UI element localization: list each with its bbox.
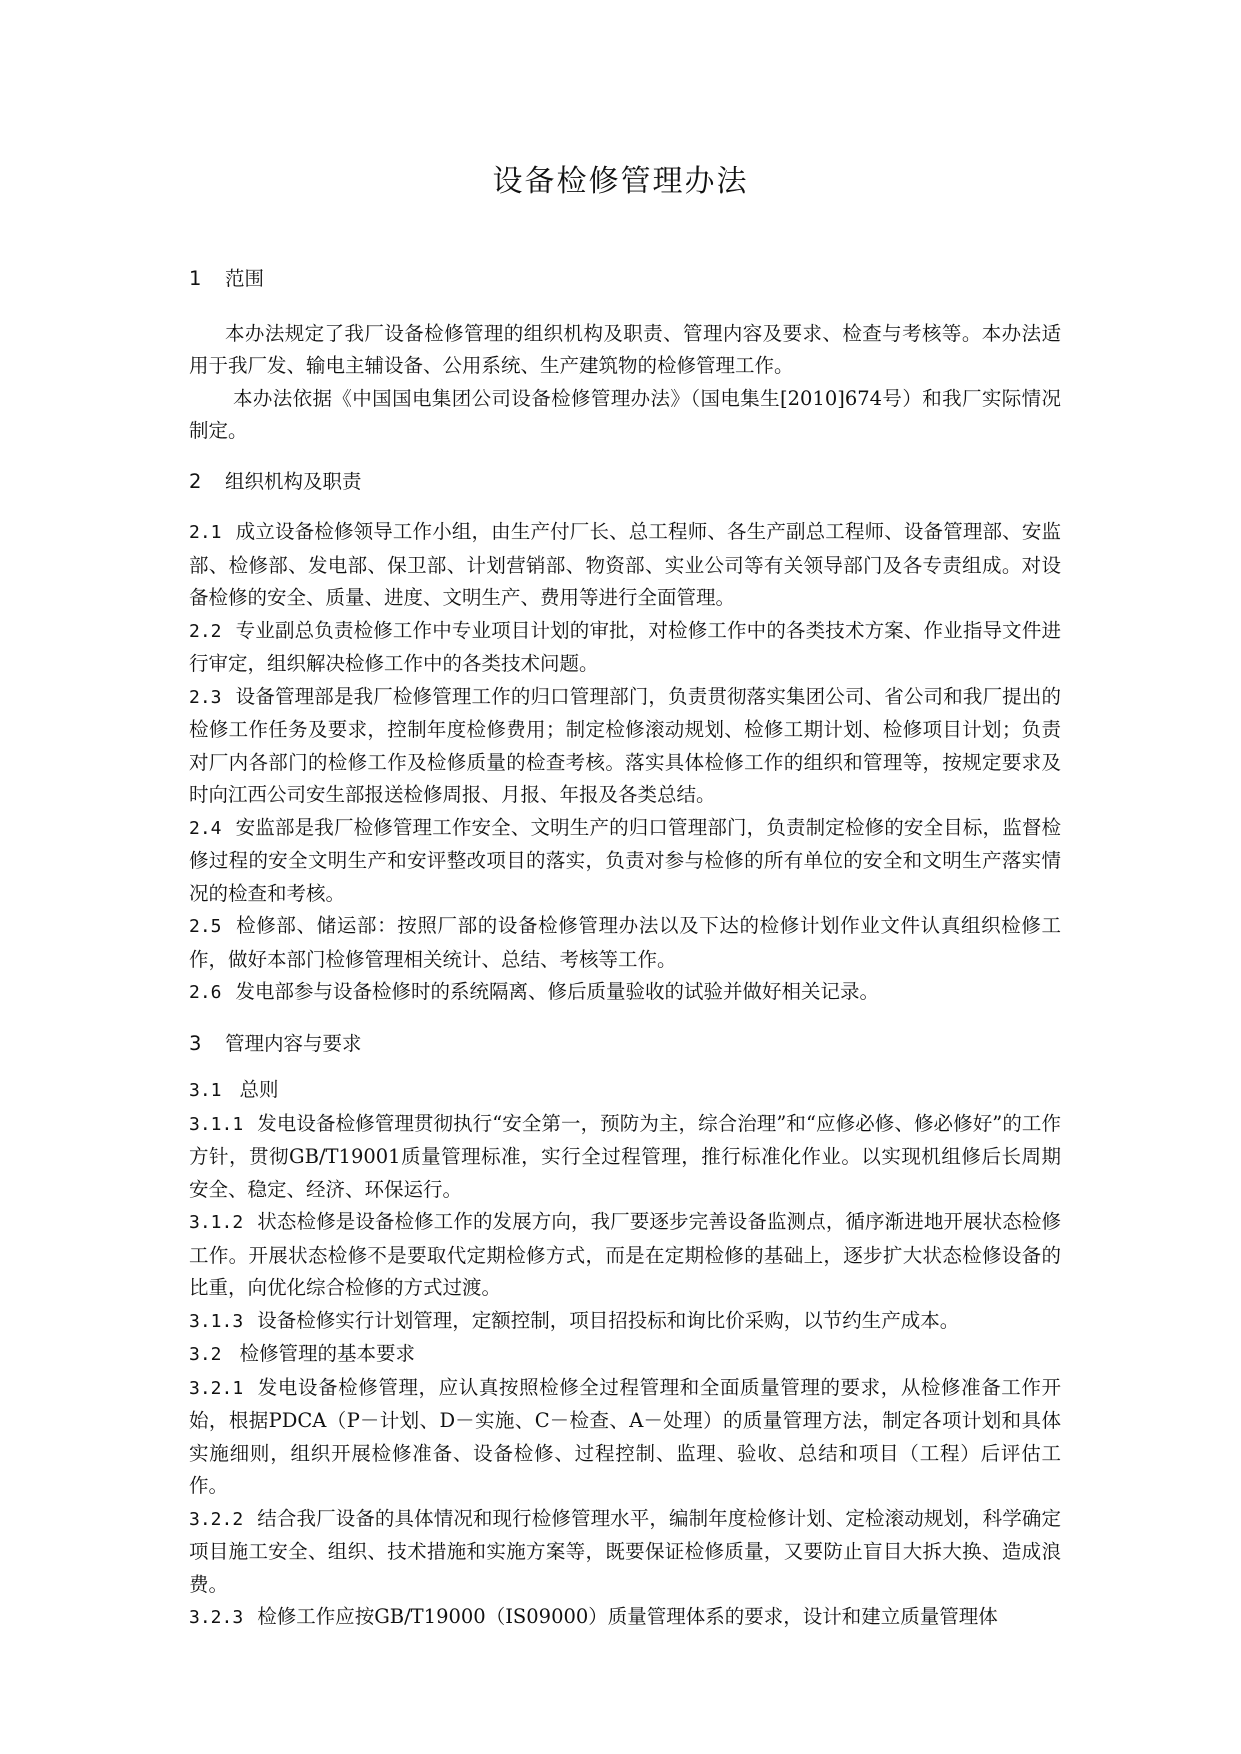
section-title: 组织机构及职责 bbox=[225, 469, 362, 493]
clause-2-6 bbox=[189, 976, 1061, 1010]
clause-2-4 bbox=[189, 812, 1061, 911]
clause-number: 3.2.2 bbox=[189, 1508, 244, 1530]
clause-3-1-3 bbox=[189, 1305, 1061, 1339]
clause-text: 成立设备检修领导工作小组，由生产付厂长、总工程师、各生产副总工程师、设备管理部、安监部、检修部、发电部、保卫部、计划营销部、物资部、实业公司等有关领导部门及各专责组成。对设备检修的安全、质量、进度、文明生产、费用等进行全面管理。 bbox=[189, 520, 1061, 609]
clause-2-5 bbox=[189, 910, 1061, 976]
paragraph-scope-1: 本办法规定了我厂设备检修管理的组织机构及职责、管理内容及要求、检查与考核等。本办法适用于我厂发、输电主辅设备、公用系统、生产建筑物的检修管理工作。 bbox=[189, 321, 1061, 377]
clause-2-3 bbox=[189, 681, 1061, 812]
clause-3-1-2 bbox=[189, 1206, 1061, 1305]
subsection-heading-general bbox=[189, 1074, 1061, 1108]
clause-number: 2.2 bbox=[189, 620, 222, 642]
section-heading-scope bbox=[189, 263, 1061, 296]
clause-text: 安监部是我厂检修管理工作安全、文明生产的归口管理部门，负责制定检修的安全目标，监督检修过程的安全文明生产和安评整改项目的落实，负责对参与检修的所有单位的安全和文明生产落实情况的检查和考核。 bbox=[189, 815, 1061, 905]
clause-text: 结合我厂设备的具体情况和现行检修管理水平，编制年度检修计划、定检滚动规划，科学确定项目施工安全、组织、技术措施和实施方案等，既要保证检修质量，又要防止盲目大拆大换、造成浪费。 bbox=[189, 1506, 1061, 1596]
clause-text: 发电部参与设备检修时的系统隔离、修后质量验收的试验并做好相关记录。 bbox=[235, 980, 880, 1003]
clause-number: 2.5 bbox=[189, 916, 222, 937]
paragraph-scope-2: 本办法依据《中国国电集团公司设备检修管理办法》（国电集生[2010]674号）和我厂实际情况制定。 bbox=[189, 386, 1061, 442]
subsection-number: 3.1 bbox=[189, 1080, 222, 1101]
clause-number: 2.6 bbox=[189, 982, 222, 1003]
clause-3-1-1 bbox=[189, 1108, 1061, 1207]
clause-number: 3.2.1 bbox=[189, 1377, 244, 1399]
clause-number: 3.1.3 bbox=[189, 1310, 244, 1332]
clause-number: 3.1.1 bbox=[189, 1113, 244, 1135]
clause-2-1 bbox=[189, 516, 1061, 615]
clause-number: 2.1 bbox=[189, 522, 222, 543]
subsection-number: 3.2 bbox=[189, 1344, 222, 1365]
section-heading-management bbox=[189, 1028, 1061, 1061]
clause-3-2-3 bbox=[189, 1601, 1061, 1635]
clause-text: 状态检修是设备检修工作的发展方向，我厂要逐步完善设备监测点，循序渐进地开展状态检修工作。开展状态检修不是要取代定期检修方式，而是在定期检修的基础上，逐步扩大状态检修设备的比重，向优化综合检修的方式过渡。 bbox=[189, 1210, 1061, 1299]
clause-3-2-1 bbox=[189, 1372, 1061, 1503]
clause-text: 发电设备检修管理贯彻执行“安全第一，预防为主，综合治理”和“应修必修、修必修好”的工作方针，贯彻GB/T19001质量管理标准，实行全过程管理，推行标准化作业。以实现机组修后长周期安全、稳定、经济、环保运行。 bbox=[189, 1111, 1061, 1201]
subsection-title: 总则 bbox=[239, 1078, 279, 1101]
clause-text: 检修工作应按GB/T19000（IS09000）质量管理体系的要求，设计和建立质量管理体 bbox=[257, 1605, 998, 1628]
clause-text: 检修部、储运部：按照厂部的设备检修管理办法以及下达的检修计划作业文件认真组织检修工作，做好本部门检修管理相关统计、总结、考核等工作。 bbox=[189, 914, 1061, 971]
clause-text: 设备检修实行计划管理，定额控制，项目招投标和询比价采购，以节约生产成本。 bbox=[257, 1308, 960, 1332]
section-number: 1 bbox=[189, 267, 202, 290]
section-title: 管理内容与要求 bbox=[225, 1031, 362, 1055]
clause-2-2 bbox=[189, 615, 1061, 681]
clause-text: 设备管理部是我厂检修管理工作的归口管理部门，负责贯彻落实集团公司、省公司和我厂提出的检修工作任务及要求，控制年度检修费用；制定检修滚动规划、检修工期计划、检修项目计划；负责对厂内各部门的检修工作及检修质量的检查考核。落实具体检修工作的组织和管理等，按规定要求及时向江西公司安生部报送检修周报、月报、年报及各类总结。 bbox=[189, 684, 1061, 806]
clause-number: 2.4 bbox=[189, 817, 222, 839]
subsection-heading-basic-requirements bbox=[189, 1338, 1061, 1372]
clause-3-2-2 bbox=[189, 1503, 1061, 1602]
section-heading-organization bbox=[189, 466, 1061, 499]
section-title: 范围 bbox=[225, 267, 265, 290]
subsection-title: 检修管理的基本要求 bbox=[239, 1342, 416, 1365]
clause-number: 3.1.2 bbox=[189, 1212, 244, 1233]
clause-text: 专业副总负责检修工作中专业项目计划的审批，对检修工作中的各类技术方案、作业指导文件进行审定，组织解决检修工作中的各类技术问题。 bbox=[189, 618, 1061, 675]
document-title: 设备检修管理办法 bbox=[492, 164, 749, 199]
clause-text: 发电设备检修管理，应认真按照检修全过程管理和全面质量管理的要求，从检修准备工作开始，根据PDCA（P－计划、D－实施、C－检查、A－处理）的质量管理方法，制定各项计划和具体实施细则，组织开展检修准备、设备检修、过程控制、监理、验收、总结和项目（工程）后评估工作。 bbox=[189, 1375, 1061, 1497]
document-body bbox=[189, 263, 1061, 1635]
section-number: 2 bbox=[189, 469, 202, 493]
section-number: 3 bbox=[189, 1031, 202, 1055]
clause-number: 2.3 bbox=[189, 686, 222, 708]
clause-number: 3.2.3 bbox=[189, 1607, 244, 1628]
